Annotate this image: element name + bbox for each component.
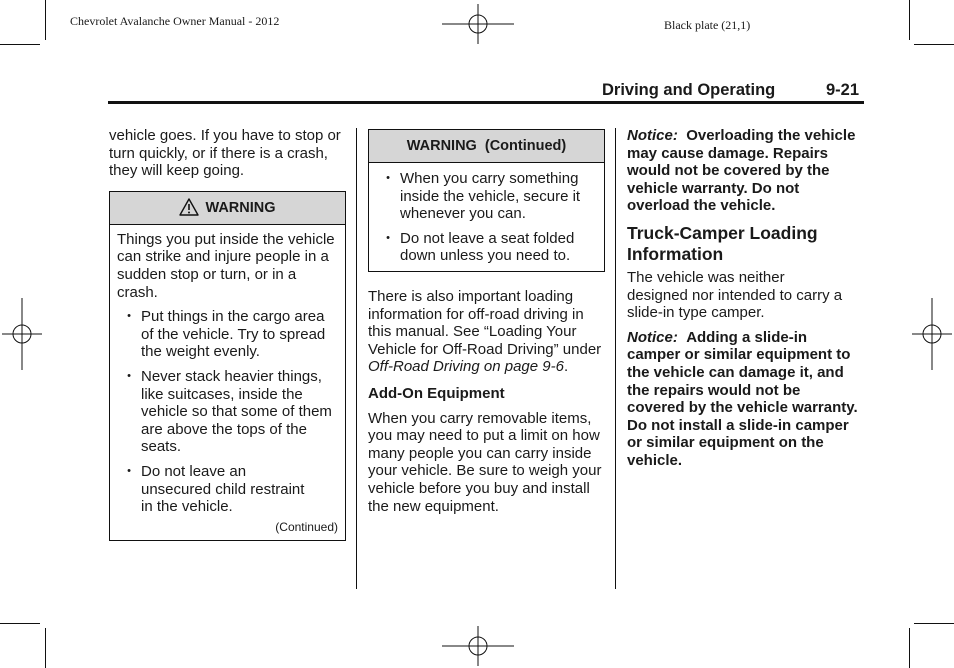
loading-info-paragraph: [368, 288, 605, 376]
plate-label: Black plate (21,1): [664, 18, 751, 32]
registration-mark-icon: [912, 298, 952, 370]
manual-title: Chevrolet Avalanche Owner Manual - 2012: [70, 14, 280, 28]
warning-box: [109, 191, 346, 542]
list-item: [117, 463, 338, 516]
warning-body: [369, 170, 604, 271]
bullet-icon: •: [127, 369, 131, 382]
crop-mark: [909, 0, 910, 40]
cross-reference-link[interactable]: Off-Road Driving on page 9-6: [368, 358, 564, 376]
crop-mark: [0, 44, 40, 45]
crop-mark: [909, 628, 910, 668]
bullet-icon: •: [127, 310, 131, 323]
crop-mark: [914, 623, 954, 624]
registration-mark-icon: [442, 4, 514, 44]
intro-paragraph: vehicle goes. If you have to stop or turn quickly, or if there is a crash, they will keep going.: [109, 127, 341, 180]
warning-header: [110, 192, 345, 225]
column-3: [627, 127, 862, 470]
continued-label: (Continued): [275, 519, 338, 534]
list-item: [117, 368, 338, 456]
bullet-icon: •: [127, 464, 131, 477]
subheading-add-on-equipment: Add-On Equipment: [368, 384, 505, 402]
page-number: 9-21: [826, 81, 860, 99]
list-item: [117, 308, 338, 361]
crop-mark: [45, 0, 46, 40]
list-item-text: Never stack heavier things, like suitcases, inside the vehicle so that some of them are above the tops of the seats.: [141, 367, 332, 456]
bullet-icon: •: [386, 231, 390, 244]
crop-mark: [914, 44, 954, 45]
column-1: [109, 127, 346, 541]
crop-mark: [0, 623, 40, 624]
notice-label: Notice:: [627, 127, 678, 144]
warning-header: WARNING (Continued): [369, 130, 604, 163]
list-item-text: Do not leave a seat folded down unless you need to.: [400, 229, 575, 265]
notice-overloading: [627, 127, 862, 215]
warning-triangle-icon: [179, 198, 199, 216]
warning-body: [110, 225, 345, 541]
crop-mark: [45, 628, 46, 668]
paragraph-text: There is also important loading information for off-road driving in this manual. See “Loading Your Vehicle for Off-Road Driving” under: [368, 287, 602, 358]
column-divider: [615, 128, 616, 589]
header-rule: [108, 101, 864, 104]
add-on-paragraph: When you carry removable items, you may need to put a limit on how many people you can carry inside your vehicle. Be sure to weigh your vehicle before you buy and install the new equipment.: [368, 409, 602, 515]
registration-mark-icon: [442, 626, 514, 666]
warning-text: Things you put inside the vehicle can strike and injure people in a sudden stop or turn, or in a crash.: [117, 230, 335, 301]
list-item-text: Do not leave an unsecured child restraint in the vehicle.: [141, 462, 305, 516]
section-title: Driving and Operating: [602, 81, 776, 99]
registration-mark-icon: [2, 298, 42, 370]
camper-paragraph: The vehicle was neither designed nor intended to carry a slide-in type camper.: [627, 268, 843, 322]
notice-text: Overloading the vehicle may cause damage. Repairs would not be covered by the vehicle warranty. Do not overload the vehicle.: [627, 127, 856, 215]
list-item-text: When you carry something inside the vehicle, secure it whenever you can.: [400, 170, 581, 223]
column-divider: [356, 128, 357, 589]
bullet-icon: •: [386, 172, 390, 184]
list-item: [376, 170, 597, 223]
notice-text: Adding a slide-in camper or similar equipment to the vehicle can damage it, and the repairs would not be covered by the vehicle warranty. Do not install a slide-in camper or similar equipment on the vehicle.: [627, 328, 858, 469]
warning-continued-box: [368, 129, 605, 272]
notice-slide-in-camper: [627, 329, 862, 470]
warning-title: WARNING: [205, 199, 276, 216]
paragraph-end: .: [563, 358, 569, 376]
heading-truck-camper: Truck-Camper Loading Information: [627, 222, 818, 264]
list-item: [376, 230, 597, 265]
column-2: [368, 129, 605, 515]
notice-label: Notice:: [627, 328, 678, 346]
list-item-text: Put things in the cargo area of the vehicle. Try to spread the weight evenly.: [141, 308, 326, 361]
